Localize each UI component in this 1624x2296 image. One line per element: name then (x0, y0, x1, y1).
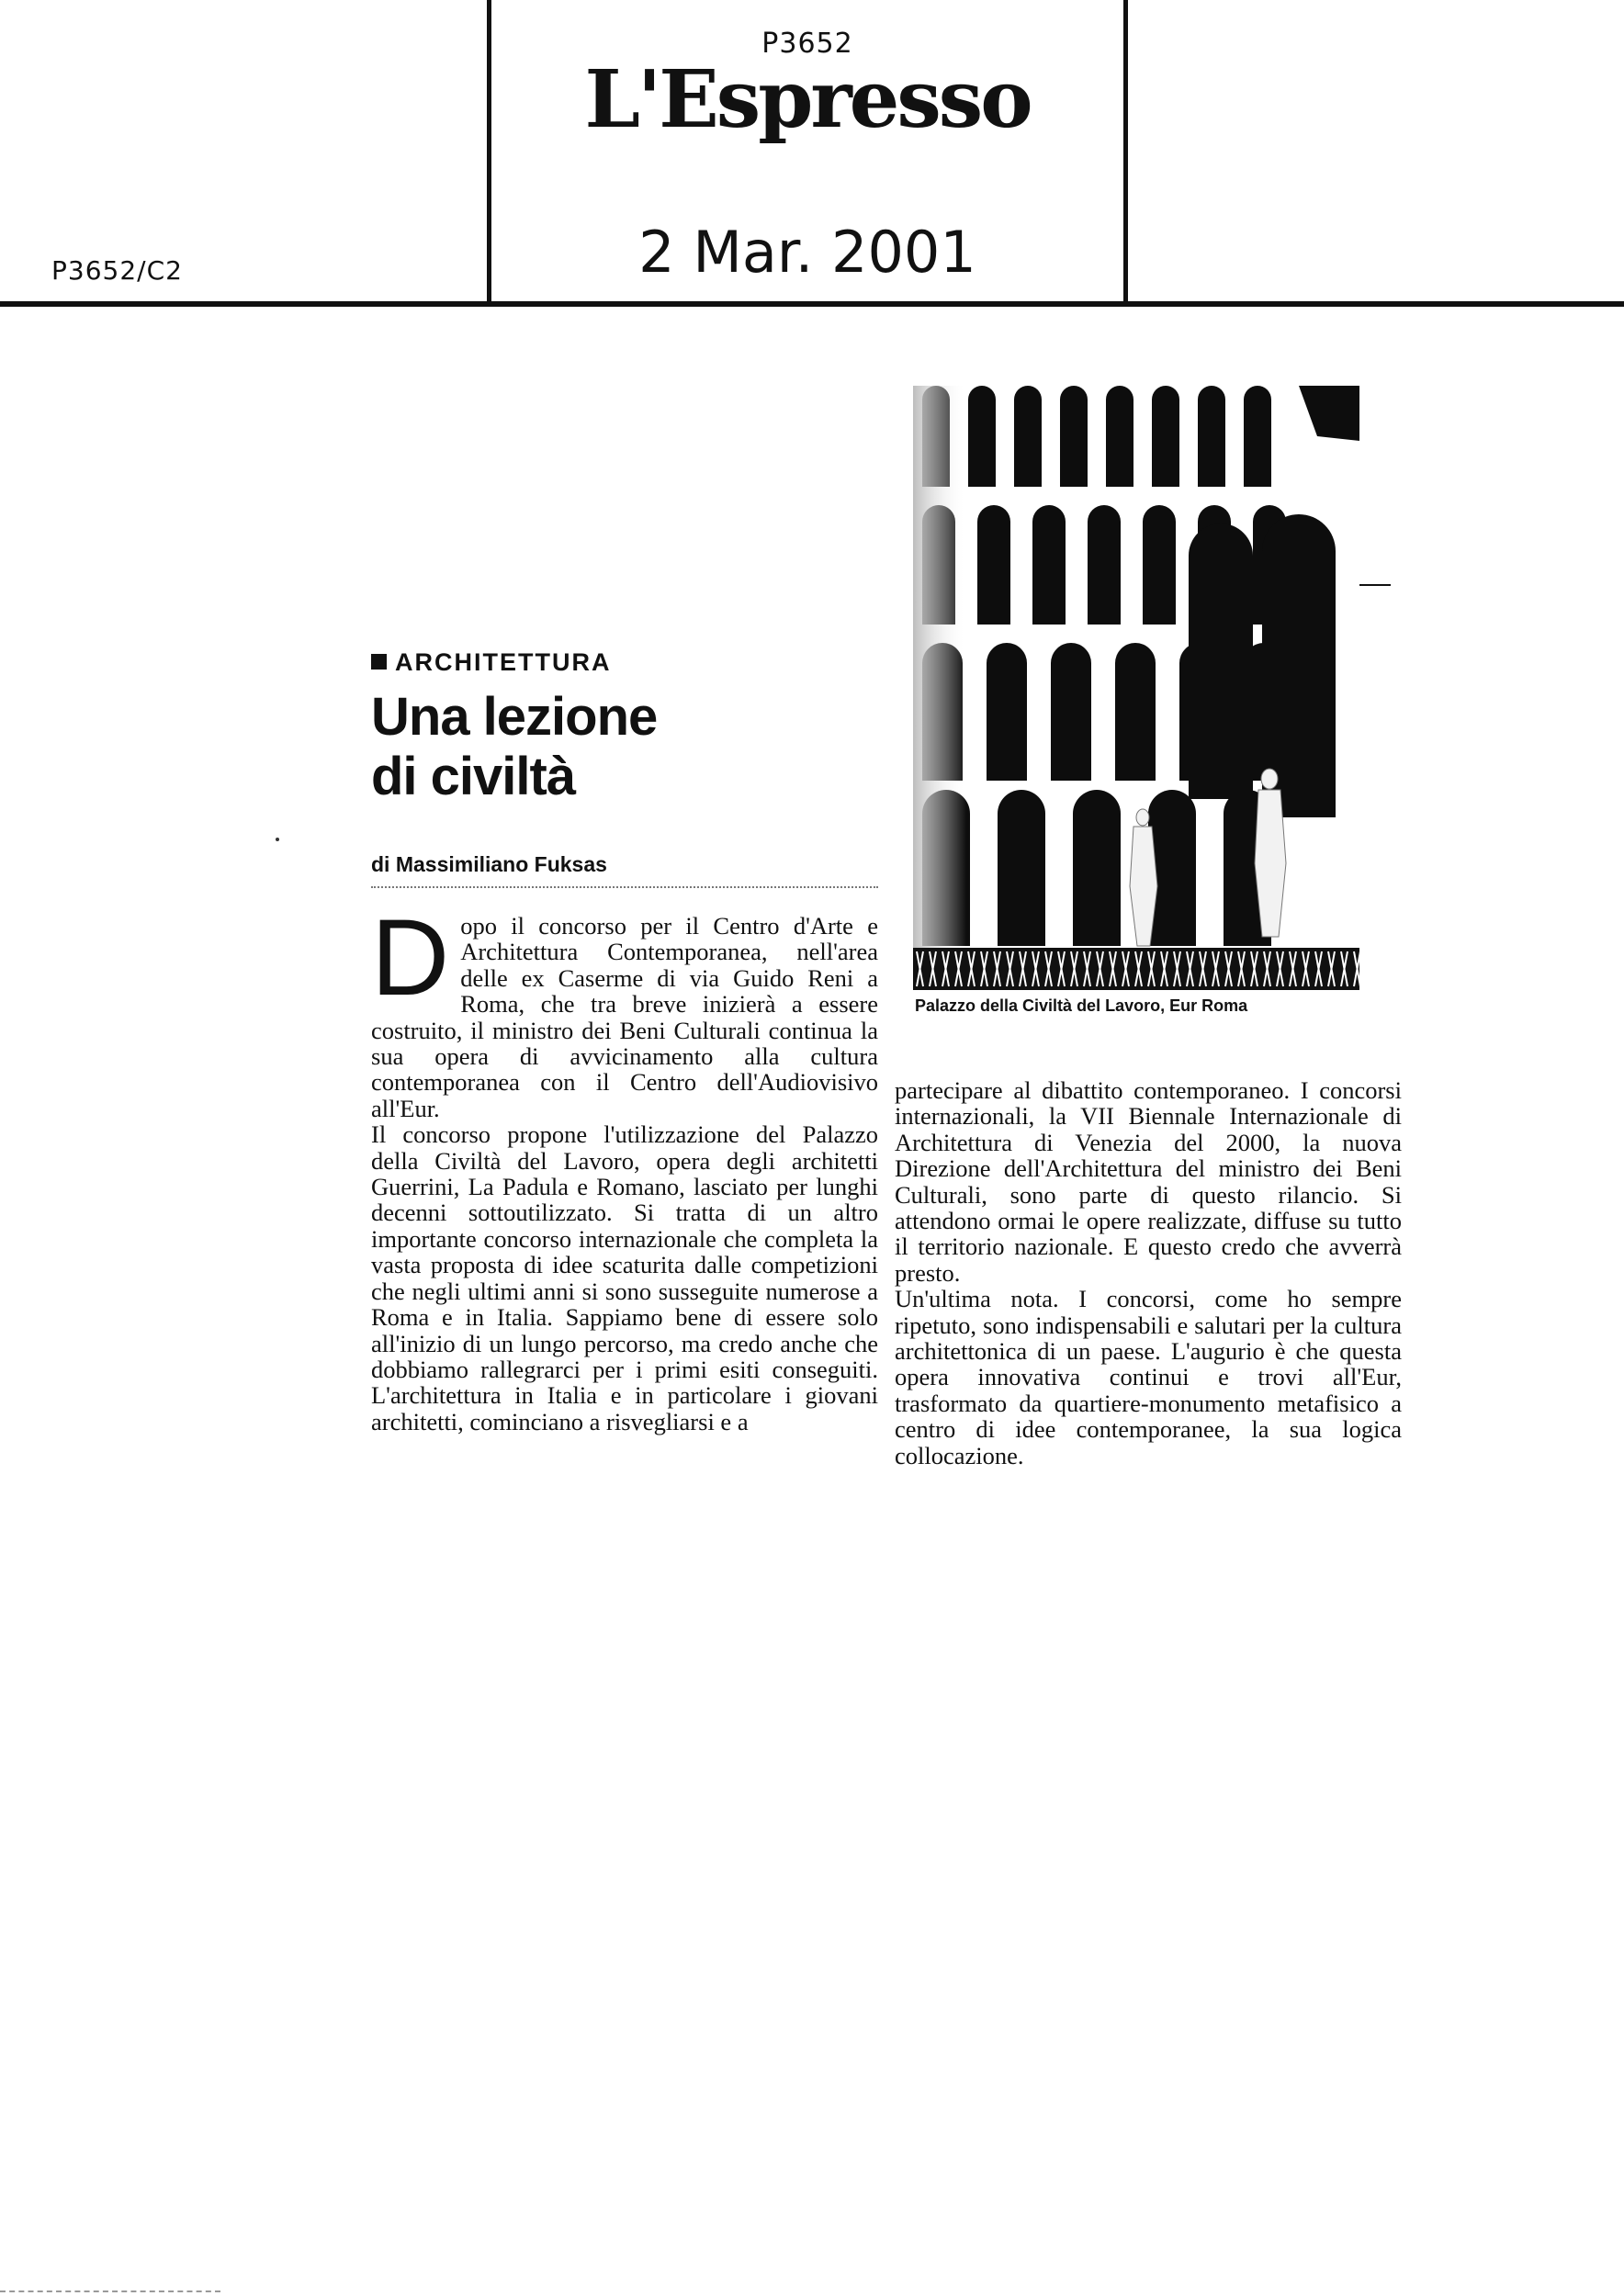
article-title-line-2: di civiltà (371, 747, 576, 806)
square-bullet-icon (371, 654, 387, 670)
article-title-line-1: Una lezione (371, 687, 658, 747)
paragraph-2: Il concorso propone l'utilizzazione del Palazzo della Civiltà del Lavoro, opera degli architetti Guerrini, La Padula e Romano, lasciato per lunghi decenni sottoutilizzato. Si tratta di un altro importante concorso internazionale che completa la vasta proposta di idee scaturita dalle competizioni che negli ultimi anni si sono susseguite numerose a Roma e in Italia. Sappiamo bene di essere solo all'inizio di un lungo percorso, ma credo anche che dobbiamo rallegrarci per i primi esiti conseguiti. L'architettura in Italia e in particolare i giovani architetti, cominciano a risvegliarsi e a (371, 1120, 878, 1435)
article-column-2 (895, 1077, 1402, 1469)
paragraph-1 (371, 897, 878, 1122)
publication-date: 2 Mar. 2001 (638, 219, 976, 286)
section-label-text: ARCHITETTURA (395, 648, 612, 676)
article-column-1 (371, 897, 878, 1435)
archive-code-left: P3652/C2 (51, 255, 183, 286)
article-byline: di Massimiliano Fuksas (371, 852, 607, 876)
photo-caption: Palazzo della Civiltà del Lavoro, Eur Roma (915, 996, 1248, 1015)
section-label (371, 648, 611, 677)
archive-code: P3652 (761, 28, 853, 60)
publication-masthead: L'Espresso (584, 53, 1031, 146)
drop-cap: D (371, 897, 450, 1019)
scan-speck (276, 838, 279, 841)
paragraph-1-text: opo il concorso per il Centro d'Arte e Architettura Contemporanea, nell'area delle ex Caserme di via Guido Reni a Roma, che tra breve inizierà a essere costruito, il ministro dei Beni Culturali continua la sua opera di avvicinamento alla cultura contemporanea con il Centro dell'Audiovisivo all'Eur. (371, 912, 878, 1122)
photo-margin-tick (1359, 584, 1391, 586)
footer-rule (0, 2290, 220, 2292)
header-rule (0, 301, 1624, 307)
building-photo (913, 386, 1359, 990)
byline-rule (371, 886, 878, 888)
article-title (371, 687, 885, 806)
paragraph-3: partecipare al dibattito contemporaneo. I concorsi internazionali, la VII Biennale Internazionale di Architettura di Venezia del 2000, la nuova Direzione dell'Architettura del ministro dei Beni Culturali, sono parte di questo rilancio. Si attendono ormai le opere realizzate, diffuse su tutto il territorio nazionale. E questo credo che avverrà presto. (895, 1076, 1402, 1287)
paragraph-4: Un'ultima nota. I concorsi, come ho sempre ripetuto, sono indispensabili e salutari per la cultura architettonica di un paese. L'augurio è che questa opera innovativa continui e trovi all'Eur, trasformato da quartiere-monumento metafisico a centro di idee contemporanee, la sua logica collocazione. (895, 1285, 1402, 1469)
